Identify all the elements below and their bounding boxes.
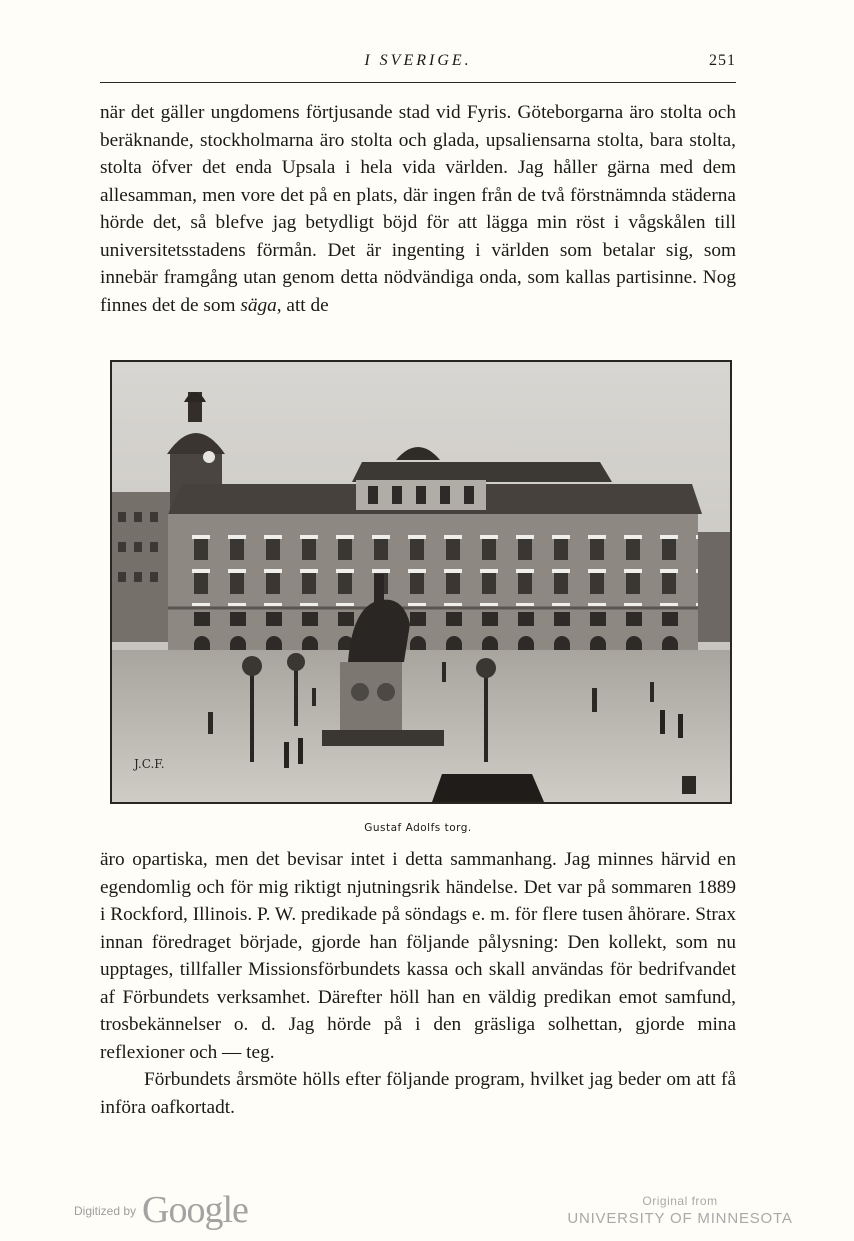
page-number: 251 (709, 52, 736, 69)
paragraph-1-end: , att de (276, 294, 329, 316)
original-source (560, 1194, 800, 1227)
paragraph-3-text: Förbundets årsmöte hölls efter följande program, hvilket jag beder om att få införa oafkortadt. (100, 1069, 736, 1118)
original-from-label: Original from (642, 1194, 718, 1208)
digitized-by-google (74, 1188, 248, 1231)
running-header (100, 52, 736, 80)
engraving-gustaf-adolfs-torg (110, 360, 732, 804)
engraving-illustration (112, 362, 730, 802)
paragraph-2-text: äro opartiska, men det bevisar intet i detta sammanhang. Jag minnes härvid en egendomlig och för mig riktigt njutningsrik händelse. Det var på sommaren 1889 i Rockford, Illinois. P. W. predikade på söndags e. m. för flere tusen åhörare. Strax innan föredraget började, gjorde han följande pålysning: Den kollekt, som nu upptages, tillfaller Missionsförbundets kassa och skall användas för bedrifvandet af Förbundets verksamhet. Därefter höll han en väldig predikan emot samfund, trosbekännelser o. d. Jag hörde på i den gräsliga solhettan, gjorde mina reflexioner och — teg. (100, 849, 736, 1063)
emphasis-saga: säga (240, 294, 277, 316)
institution-name: UNIVERSITY OF MINNESOTA (567, 1210, 793, 1227)
paragraph-1-text: när det gäller ungdomens förtjusande stad vid Fyris. Göteborgarna äro stolta och beräknande, stockholmarna äro stolta och glada, upsaliensarna stolta, bara stolta, stolta öfver det enda Upsala i hela vida världen. Jag håller gärna med dem allesamman, men vore det på en plats, där ingen från de två förstnämnda städerna hörde det, så blefve jag betydligt böjd för att lägga min röst i vågskålen till universitetsstadens förmån. Det är ingenting i världen som betalar sig, som innebär framgång utan genom detta nödvändiga onda, som kallas partisinne. Nog finnes det de som (100, 102, 736, 316)
google-logo: Google (142, 1189, 248, 1231)
header-rule (100, 82, 736, 83)
digitized-by-label: Digitized by (74, 1204, 137, 1218)
engraver-signature: J.C.F. (134, 757, 165, 771)
running-title: I SVERIGE. (364, 52, 472, 69)
paragraph-2 (100, 846, 736, 1121)
paragraph-1 (100, 99, 736, 319)
figure-caption: Gustaf Adolfs torg. (364, 822, 472, 834)
